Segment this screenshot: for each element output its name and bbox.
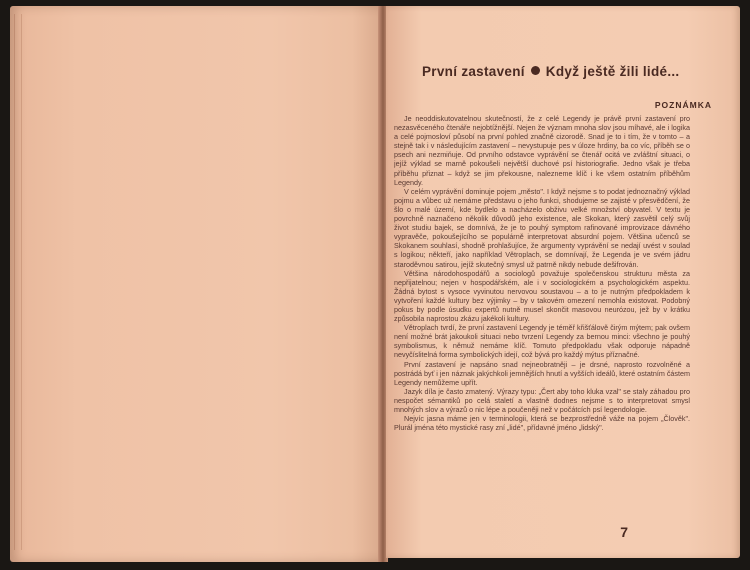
chapter-title: [422, 64, 728, 79]
chapter-title-right: Když ještě žili lidé...: [545, 64, 680, 79]
open-book: [10, 6, 740, 564]
paragraph: Větroplach tvrdí, že první zastavení Legendy je téměř křišťálově čirým mýtem; pak ovšem není možné brát jakoukoli situaci nebo tvrzení Legendy za bernou minci: všechno je pouhý symbolismus, k němuž nemáme klíč. Tomuto předpokladu však odporuje nápadně nevyčíslitelná forma symbolických idejí, což bývá pro každý mýtus příznačné.: [394, 323, 690, 360]
page-edge-stack: [14, 14, 22, 550]
paragraph: Většina národohospodářů a sociologů považuje společenskou strukturu města za nepřijatelnou; nejen v hospodářském, ale i v sociologickém a psychologickém aspektu. Žádná bytost s vysoce vyvinutou nervovou soustavou – a to je nutným předpokladem k vytvoření každé kultury bez výjimky – by v takovém omezení nemohla existovat. Podobný pokus by podle úsudku expertů nutně musel skončit masovou neurózou, jež by v krátku způsobila naprostou zkázu jakékoli kultury.: [394, 268, 690, 324]
page-number: 7: [620, 524, 628, 540]
left-page: [10, 6, 382, 562]
paragraph: První zastavení je napsáno snad nejneobratněji – je drsné, naprosto rozvolněné a postrádá byť i jen náznak jakýchkoli jemnějších hnutí a vyšších ideálů, které ostatním částem Legendy nemůžeme upřít.: [394, 359, 690, 387]
right-page: [386, 6, 740, 558]
paragraph: V celém vyprávění dominuje pojem „město". I když nejsme s to podat jednoznačný výklad pojmu a vůbec už nemáme představu o jeho funkci, shodujeme se zajisté v přesvědčení, že šlo o malé území, kde bydlelo a nacházelo obživu velké množství obyvatel. V textu je povrchně naznačeno několik důvodů jeho existence, ale Skokan, který zasvětil celý svůj život studiu bajek, se domnívá, že je to pouhý symptom rafinované improvizace dávného vypravěče, pokoušejícího se populárně interpretovat absurdní pojem. Většina učenců se Skokanem souhlasí, shodně prohlašujíce, že argumenty vyprávění se nedají uvést v soulad s logikou; někteří, jako například Větroplach, se domnívají, že Legenda je ve svém jádru staroděvnou satirou, jejíž skutečný smysl už patrně nikdy nebude dešifrován.: [394, 186, 690, 269]
body-text: [394, 114, 690, 524]
bullet-icon: [531, 66, 540, 75]
paragraph: Je neoddiskutovatelnou skutečností, že z celé Legendy je právě první zastavení pro nezasvěceného čtenáře nejobtížnější. Nejen že význam mnoha slov jsou míhavé, ale i logika a celé pojmosloví působí na první pohled značně cizorodě. Snad je to i tím, že v tomto – a stejně tak i v následujícím zastavení – nevystupuje pes v úloze hrdiny, ba co víc, příběh se o psech ani nezmiňuje. Od prvního odstavce vyprávění se čtenář ocitá ve zvláštní situaci, o jejíž výklad se marně pokoušeli největší duchové psí historiografie. Jedno však je třeba příběhu přiznat – když se jim překousne, nalezneme klíč i ke všem ostatním příběhům Legendy.: [394, 114, 690, 187]
chapter-title-left: První zastavení: [422, 64, 525, 79]
paragraph: Nejvíc jasna máme jen v terminologii, která se bezprostředně váže na pojem „Člověk". Plurál jména této mystické rasy zní „lidé", přídavné jméno „lidský".: [394, 414, 690, 433]
section-label: POZNÁMKA: [654, 100, 712, 110]
paragraph: Jazyk díla je často zmatený. Výrazy typu: „Čert aby toho kluka vzal" se staly záhadou pro nespočet sémantiků po celá staletí a vlastně dodnes nejsme s to interpretovat smysl mnohých slov a výrazů o nic lépe a poučeněji než v počátcích psí legendologie.: [394, 386, 690, 414]
